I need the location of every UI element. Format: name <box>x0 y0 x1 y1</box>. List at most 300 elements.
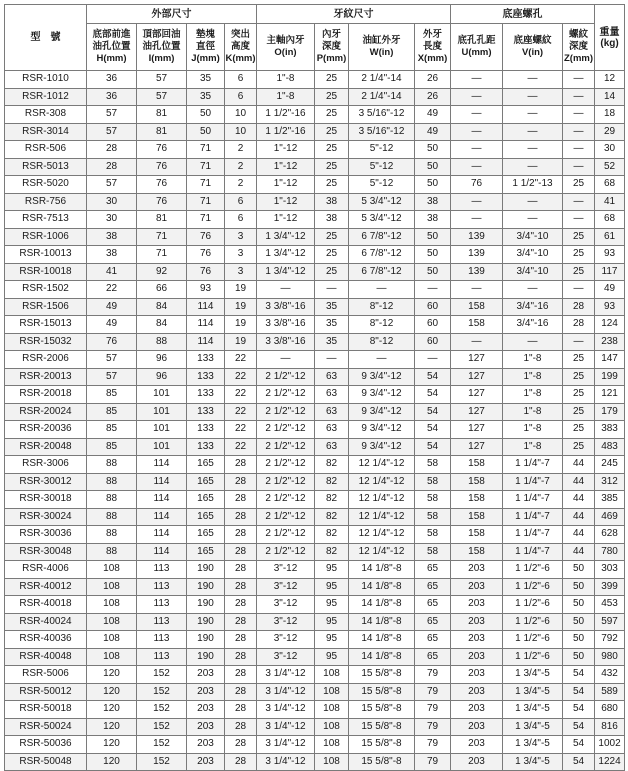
column-header <box>87 24 137 71</box>
table-cell: 114 <box>137 543 187 561</box>
table-cell: 597 <box>595 613 625 631</box>
table-cell: 95 <box>315 648 349 666</box>
table-cell: — <box>503 281 563 299</box>
table-cell: 139 <box>451 246 503 264</box>
table-cell: 816 <box>595 718 625 736</box>
table-cell: 50 <box>415 228 451 246</box>
table-cell: 680 <box>595 701 625 719</box>
table-cell: 28 <box>225 648 257 666</box>
table-cell: — <box>451 211 503 229</box>
table-cell: 54 <box>563 683 595 701</box>
table-cell: 44 <box>563 526 595 544</box>
table-cell: 6 7/8"-12 <box>349 263 415 281</box>
table-cell: 120 <box>87 718 137 736</box>
column-header-line: 底部前進 <box>92 29 131 40</box>
table-cell: 30 <box>87 211 137 229</box>
table-row <box>5 701 625 719</box>
column-header-line: 油孔位置 <box>92 41 131 52</box>
table-cell: 68 <box>595 211 625 229</box>
column-header <box>315 24 349 71</box>
table-cell: 22 <box>225 403 257 421</box>
table-cell: — <box>451 71 503 89</box>
table-cell: 165 <box>187 491 225 509</box>
table-cell: 120 <box>87 701 137 719</box>
table-cell: 133 <box>187 421 225 439</box>
table-cell: 1 1/4"-7 <box>503 456 563 474</box>
table-cell: 63 <box>315 403 349 421</box>
table-cell: 49 <box>87 316 137 334</box>
table-cell: 50 <box>415 141 451 159</box>
table-cell: 50 <box>563 596 595 614</box>
table-cell: 1 3/4"-12 <box>257 228 315 246</box>
table-cell: 3 1/4"-12 <box>257 753 315 771</box>
table-cell: 1 3/4"-12 <box>257 263 315 281</box>
table-cell: 19 <box>225 281 257 299</box>
table-cell: 113 <box>137 631 187 649</box>
table-cell: 133 <box>187 403 225 421</box>
model-cell: RSR-20036 <box>5 421 87 439</box>
table-cell: 82 <box>315 491 349 509</box>
table-cell: 22 <box>87 281 137 299</box>
table-cell: 108 <box>87 631 137 649</box>
table-cell: 101 <box>137 421 187 439</box>
table-cell: 92 <box>137 263 187 281</box>
table-cell: 12 1/4"-12 <box>349 508 415 526</box>
table-row <box>5 123 625 141</box>
table-cell: 2 1/2"-12 <box>257 421 315 439</box>
table-cell: 158 <box>451 491 503 509</box>
model-cell: RSR-506 <box>5 141 87 159</box>
table-cell: 25 <box>563 176 595 194</box>
table-cell: 14 1/8"-8 <box>349 631 415 649</box>
table-cell: 152 <box>137 718 187 736</box>
table-cell: 65 <box>415 613 451 631</box>
table-cell: 2 1/4"-14 <box>349 71 415 89</box>
table-row <box>5 228 625 246</box>
table-cell: — <box>503 141 563 159</box>
table-cell: — <box>503 158 563 176</box>
table-cell: 49 <box>415 123 451 141</box>
table-cell: 38 <box>315 211 349 229</box>
table-row <box>5 158 625 176</box>
table-cell: 12 <box>595 71 625 89</box>
table-cell: 203 <box>451 613 503 631</box>
model-cell: RSR-5006 <box>5 666 87 684</box>
column-header <box>503 24 563 71</box>
table-cell: — <box>503 193 563 211</box>
table-cell: 63 <box>315 438 349 456</box>
table-cell: 26 <box>415 71 451 89</box>
column-header-line: W(in) <box>369 47 394 58</box>
table-cell: 203 <box>451 561 503 579</box>
table-cell: 76 <box>187 228 225 246</box>
model-cell: RSR-40048 <box>5 648 87 666</box>
table-cell: — <box>451 123 503 141</box>
table-cell: 52 <box>595 158 625 176</box>
table-cell: 25 <box>315 71 349 89</box>
table-cell: 58 <box>415 473 451 491</box>
table-cell: 88 <box>87 456 137 474</box>
table-cell: 9 3/4"-12 <box>349 368 415 386</box>
table-cell: 49 <box>87 298 137 316</box>
table-row <box>5 456 625 474</box>
table-cell: 28 <box>225 543 257 561</box>
table-cell: 3 1/4"-12 <box>257 683 315 701</box>
table-cell: 114 <box>137 491 187 509</box>
table-cell: 628 <box>595 526 625 544</box>
table-cell: 6 7/8"-12 <box>349 228 415 246</box>
table-cell: 76 <box>137 158 187 176</box>
table-cell: 469 <box>595 508 625 526</box>
table-cell: 29 <box>595 123 625 141</box>
table-cell: 5 3/4"-12 <box>349 193 415 211</box>
table-cell: 71 <box>187 176 225 194</box>
table-cell: 3"-12 <box>257 613 315 631</box>
table-cell: 190 <box>187 613 225 631</box>
table-cell: 792 <box>595 631 625 649</box>
table-cell: 385 <box>595 491 625 509</box>
table-cell: 28 <box>225 666 257 684</box>
table-cell: 190 <box>187 596 225 614</box>
table-cell: 108 <box>315 718 349 736</box>
table-cell: 35 <box>315 298 349 316</box>
table-cell: 66 <box>137 281 187 299</box>
table-cell: 50 <box>563 613 595 631</box>
model-cell: RSR-50012 <box>5 683 87 701</box>
table-cell: 780 <box>595 543 625 561</box>
table-cell: 50 <box>563 648 595 666</box>
table-cell: 50 <box>415 263 451 281</box>
table-cell: — <box>563 333 595 351</box>
table-cell: 5"-12 <box>349 141 415 159</box>
table-cell: 35 <box>187 88 225 106</box>
table-cell: 3 1/4"-12 <box>257 736 315 754</box>
table-cell: 113 <box>137 613 187 631</box>
column-header-line: 底孔孔距 <box>457 35 496 46</box>
model-cell: RSR-10018 <box>5 263 87 281</box>
table-cell: 12 1/4"-12 <box>349 456 415 474</box>
table-cell: 133 <box>187 386 225 404</box>
table-cell: 57 <box>87 123 137 141</box>
model-cell: RSR-40018 <box>5 596 87 614</box>
table-cell: 3 <box>225 228 257 246</box>
table-cell: — <box>503 71 563 89</box>
table-cell: 158 <box>451 456 503 474</box>
table-cell: 63 <box>315 421 349 439</box>
table-cell: 3/4"-16 <box>503 316 563 334</box>
table-cell: 1 1/2"-6 <box>503 596 563 614</box>
table-cell: 76 <box>187 246 225 264</box>
table-cell: 108 <box>87 613 137 631</box>
table-cell: 114 <box>187 333 225 351</box>
table-cell: 54 <box>563 666 595 684</box>
column-header-line: Z(mm) <box>564 53 594 64</box>
table-cell: 203 <box>187 736 225 754</box>
table-cell: 1 1/4"-7 <box>503 543 563 561</box>
table-cell: 158 <box>451 298 503 316</box>
table-cell: — <box>503 106 563 124</box>
table-cell: 190 <box>187 578 225 596</box>
table-cell: 15 5/8"-8 <box>349 736 415 754</box>
table-cell: 22 <box>225 351 257 369</box>
table-cell: 2 1/2"-12 <box>257 438 315 456</box>
table-cell: 1 3/4"-5 <box>503 753 563 771</box>
table-cell: 60 <box>415 333 451 351</box>
model-cell: RSR-30012 <box>5 473 87 491</box>
table-cell: 158 <box>451 543 503 561</box>
model-cell: RSR-2006 <box>5 351 87 369</box>
table-cell: 63 <box>315 368 349 386</box>
table-cell: 2 1/2"-12 <box>257 491 315 509</box>
table-cell: — <box>451 281 503 299</box>
table-cell: 15 5/8"-8 <box>349 683 415 701</box>
table-cell: 19 <box>225 316 257 334</box>
table-row <box>5 421 625 439</box>
table-cell: 38 <box>87 246 137 264</box>
table-cell: 25 <box>563 368 595 386</box>
table-cell: — <box>415 351 451 369</box>
table-cell: 3"-12 <box>257 631 315 649</box>
table-cell: 79 <box>415 736 451 754</box>
table-cell: 139 <box>451 263 503 281</box>
table-cell: 57 <box>87 106 137 124</box>
table-cell: 127 <box>451 368 503 386</box>
model-cell: RSR-20048 <box>5 438 87 456</box>
column-header-line: 深度 <box>569 41 589 52</box>
table-cell: 28 <box>225 508 257 526</box>
table-row <box>5 71 625 89</box>
table-cell: 5"-12 <box>349 158 415 176</box>
table-cell: 108 <box>87 648 137 666</box>
table-cell: 50 <box>187 123 225 141</box>
table-cell: 165 <box>187 508 225 526</box>
table-cell: 203 <box>187 753 225 771</box>
table-cell: 108 <box>315 683 349 701</box>
table-cell: 2 1/2"-12 <box>257 508 315 526</box>
table-cell: 1 3/4"-5 <box>503 701 563 719</box>
table-cell: 35 <box>315 333 349 351</box>
table-cell: 54 <box>563 718 595 736</box>
column-header-line: V(in) <box>521 47 544 58</box>
table-cell: 28 <box>225 736 257 754</box>
table-cell: 28 <box>225 596 257 614</box>
table-cell: 133 <box>187 438 225 456</box>
model-cell: RSR-308 <box>5 106 87 124</box>
table-cell: 3 <box>225 246 257 264</box>
table-cell: 1 3/4"-5 <box>503 736 563 754</box>
table-cell: 8"-12 <box>349 333 415 351</box>
table-cell: 38 <box>87 228 137 246</box>
table-cell: 96 <box>137 351 187 369</box>
table-cell: 54 <box>563 736 595 754</box>
table-cell: 93 <box>187 281 225 299</box>
model-cell: RSR-15032 <box>5 333 87 351</box>
table-cell: 65 <box>415 596 451 614</box>
table-header <box>5 5 625 71</box>
table-row <box>5 596 625 614</box>
table-cell: 71 <box>137 246 187 264</box>
table-cell: 152 <box>137 736 187 754</box>
table-cell: 84 <box>137 316 187 334</box>
header-group-base: 底座螺孔 <box>451 5 595 24</box>
table-cell: 203 <box>451 753 503 771</box>
table-cell: 14 <box>595 88 625 106</box>
table-cell: 2 1/2"-12 <box>257 456 315 474</box>
table-cell: 158 <box>451 473 503 491</box>
table-cell: 127 <box>451 386 503 404</box>
table-cell: 203 <box>451 666 503 684</box>
table-cell: 152 <box>137 666 187 684</box>
table-cell: 9 3/4"-12 <box>349 438 415 456</box>
table-cell: 54 <box>415 386 451 404</box>
table-cell: 76 <box>137 176 187 194</box>
table-cell: 113 <box>137 561 187 579</box>
table-cell: 165 <box>187 456 225 474</box>
table-cell: 190 <box>187 631 225 649</box>
table-cell: 453 <box>595 596 625 614</box>
table-cell: 1 1/2"-6 <box>503 613 563 631</box>
table-cell: 9 3/4"-12 <box>349 403 415 421</box>
table-cell: 1 3/4"-12 <box>257 246 315 264</box>
table-cell: 35 <box>187 71 225 89</box>
table-cell: 2 1/2"-12 <box>257 526 315 544</box>
table-cell: 1 1/2"-13 <box>503 176 563 194</box>
model-cell: RSR-4006 <box>5 561 87 579</box>
model-cell: RSR-20024 <box>5 403 87 421</box>
model-cell: RSR-30024 <box>5 508 87 526</box>
model-cell: RSR-7513 <box>5 211 87 229</box>
table-cell: 85 <box>87 403 137 421</box>
table-cell: 54 <box>415 403 451 421</box>
table-cell: — <box>563 141 595 159</box>
table-cell: 50 <box>187 106 225 124</box>
table-cell: — <box>563 211 595 229</box>
table-cell: 5"-12 <box>349 176 415 194</box>
table-cell: 1"-8 <box>503 368 563 386</box>
table-cell: 88 <box>87 491 137 509</box>
table-cell: 58 <box>415 526 451 544</box>
table-cell: 1 1/2"-16 <box>257 123 315 141</box>
table-cell: 82 <box>315 456 349 474</box>
table-cell: 25 <box>315 228 349 246</box>
table-cell: 3"-12 <box>257 578 315 596</box>
table-cell: 1 1/4"-7 <box>503 526 563 544</box>
table-cell: 6 7/8"-12 <box>349 246 415 264</box>
table-cell: 44 <box>563 473 595 491</box>
table-cell: 65 <box>415 631 451 649</box>
model-cell: RSR-5013 <box>5 158 87 176</box>
table-cell: 8"-12 <box>349 298 415 316</box>
table-cell: 22 <box>225 438 257 456</box>
table-row <box>5 193 625 211</box>
table-cell: 79 <box>415 666 451 684</box>
table-cell: 79 <box>415 701 451 719</box>
column-header-line: I(mm) <box>148 53 175 64</box>
table-cell: 25 <box>563 386 595 404</box>
table-row <box>5 561 625 579</box>
table-cell: 65 <box>415 648 451 666</box>
table-cell: 79 <box>415 753 451 771</box>
table-cell: 57 <box>87 351 137 369</box>
table-cell: 79 <box>415 683 451 701</box>
table-cell: 28 <box>225 613 257 631</box>
table-cell: 57 <box>137 88 187 106</box>
table-cell: 81 <box>137 211 187 229</box>
table-row <box>5 543 625 561</box>
table-cell: 108 <box>87 596 137 614</box>
table-cell: 44 <box>563 456 595 474</box>
table-cell: 203 <box>451 683 503 701</box>
table-cell: 133 <box>187 351 225 369</box>
table-cell: 22 <box>225 421 257 439</box>
table-cell: 147 <box>595 351 625 369</box>
column-header-line: U(mm) <box>461 47 492 58</box>
table-cell: 117 <box>595 263 625 281</box>
table-cell: 28 <box>225 526 257 544</box>
table-row <box>5 316 625 334</box>
table-row <box>5 683 625 701</box>
table-cell: 1"-8 <box>503 386 563 404</box>
table-cell: 54 <box>415 421 451 439</box>
model-cell: RSR-1006 <box>5 228 87 246</box>
table-cell: 165 <box>187 473 225 491</box>
table-cell: 158 <box>451 526 503 544</box>
column-header-line: 油缸外牙 <box>362 35 401 46</box>
table-cell: 14 1/8"-8 <box>349 578 415 596</box>
table-cell: 58 <box>415 508 451 526</box>
table-cell: 71 <box>187 158 225 176</box>
table-cell: 2 1/2"-12 <box>257 403 315 421</box>
table-cell: 203 <box>451 631 503 649</box>
table-cell: 95 <box>315 613 349 631</box>
column-header-line: 突出 <box>230 29 250 40</box>
table-cell: 238 <box>595 333 625 351</box>
model-cell: RSR-50024 <box>5 718 87 736</box>
table-cell: 127 <box>451 421 503 439</box>
table-cell: 1002 <box>595 736 625 754</box>
table-row <box>5 718 625 736</box>
table-cell: 108 <box>87 561 137 579</box>
model-cell: RSR-30018 <box>5 491 87 509</box>
table-cell: 25 <box>563 263 595 281</box>
table-cell: 152 <box>137 701 187 719</box>
table-cell: — <box>503 88 563 106</box>
table-cell: 203 <box>451 578 503 596</box>
column-header-line: 底座螺紋 <box>513 35 552 46</box>
table-cell: — <box>451 193 503 211</box>
table-row <box>5 473 625 491</box>
table-cell: — <box>451 158 503 176</box>
table-cell: 88 <box>87 508 137 526</box>
table-cell: 2 1/2"-12 <box>257 473 315 491</box>
table-cell: — <box>257 351 315 369</box>
table-cell: 88 <box>87 543 137 561</box>
table-cell: 30 <box>87 193 137 211</box>
table-cell: 54 <box>415 438 451 456</box>
table-row <box>5 736 625 754</box>
table-cell: 15 5/8"-8 <box>349 701 415 719</box>
table-cell: 2 <box>225 141 257 159</box>
table-cell: 190 <box>187 648 225 666</box>
table-cell: 1"-12 <box>257 158 315 176</box>
table-cell: 82 <box>315 543 349 561</box>
table-cell: 25 <box>563 351 595 369</box>
table-cell: 14 1/8"-8 <box>349 596 415 614</box>
table-row <box>5 666 625 684</box>
table-cell: 57 <box>87 368 137 386</box>
table-cell: 18 <box>595 106 625 124</box>
table-cell: 49 <box>415 106 451 124</box>
